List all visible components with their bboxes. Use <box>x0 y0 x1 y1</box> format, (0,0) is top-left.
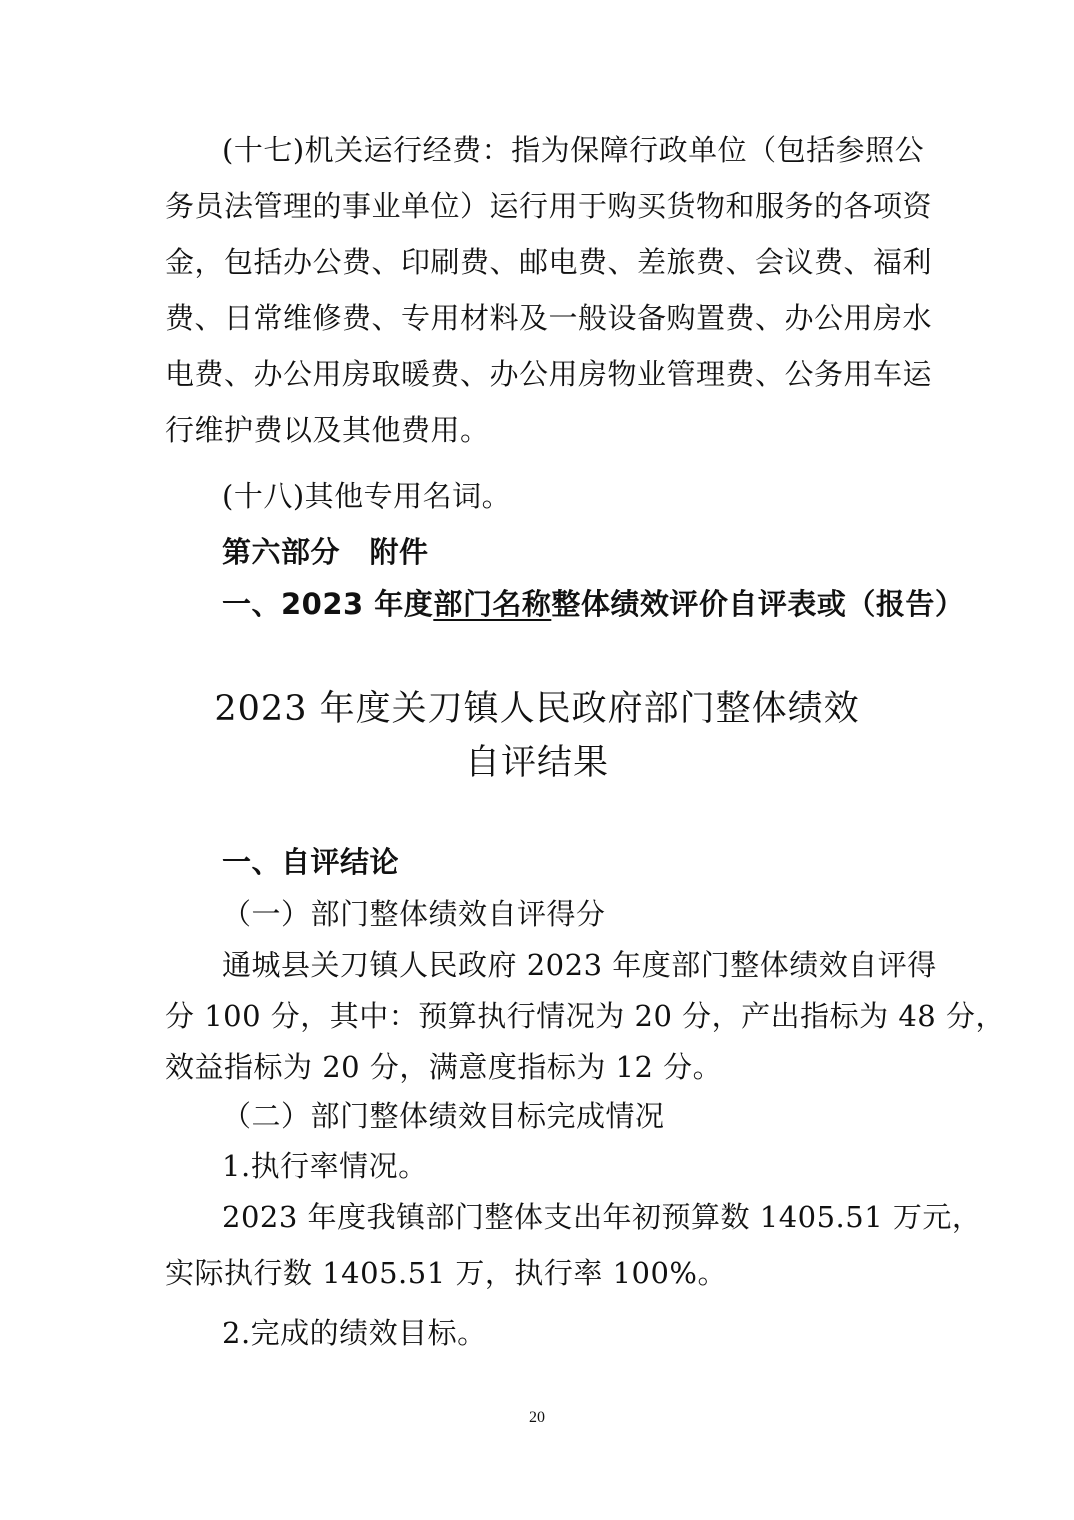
report-title-line-2: 自评结果 <box>464 743 609 783</box>
definition-17-line-2: 务员法管理的事业单位）运行用于购买货物和服务的各项资 <box>165 189 933 223</box>
definition-17-line-3: 金，包括办公费、印刷费、邮电费、差旅费、会议费、福利 <box>165 245 933 279</box>
report-title-line-1: 2023 年度关刀镇人民政府部门整体绩效 <box>214 689 860 729</box>
part6-heading: 第六部分 附件 <box>222 535 429 569</box>
attachment-item-1 <box>222 584 965 624</box>
score-para-line-3: 效益指标为 20 分，满意度指标为 12 分。 <box>165 1050 723 1084</box>
attachment-item-1-underlined: 部门名称 <box>433 587 552 621</box>
definition-18: (十八)其他专用名词。 <box>222 479 512 513</box>
section1-item1: 1.执行率情况。 <box>222 1149 428 1183</box>
page-number: 20 <box>529 1409 545 1426</box>
section1-item2: 2.完成的绩效目标。 <box>222 1316 487 1350</box>
score-para-line-2: 分 100 分，其中：预算执行情况为 20 分，产出指标为 48 分， <box>165 999 1005 1033</box>
exec-para-line-1: 2023 年度我镇部门整体支出年初预算数 1405.51 万元， <box>222 1200 982 1234</box>
exec-para-line-2: 实际执行数 1405.51 万，执行率 100%。 <box>165 1256 727 1290</box>
attachment-item-1-prefix: 一、2023 年度 <box>222 587 434 621</box>
section1-sub1: （一）部门整体绩效自评得分 <box>222 897 606 931</box>
score-para-line-1: 通城县关刀镇人民政府 2023 年度部门整体绩效自评得 <box>222 948 937 982</box>
definition-17-line-6: 行维护费以及其他费用。 <box>165 413 490 447</box>
attachment-item-1-suffix: 整体绩效评价自评表或（报告） <box>551 587 965 621</box>
definition-17-line-1: (十七)机关运行经费：指为保障行政单位（包括参照公 <box>222 133 925 167</box>
section1-sub2: （二）部门整体绩效目标完成情况 <box>222 1099 665 1133</box>
definition-17-line-4: 费、日常维修费、专用材料及一般设备购置费、办公用房水 <box>165 301 933 335</box>
section1-heading: 一、自评结论 <box>222 845 400 879</box>
definition-17-line-5: 电费、办公用房取暖费、办公用房物业管理费、公务用车运 <box>165 357 933 391</box>
